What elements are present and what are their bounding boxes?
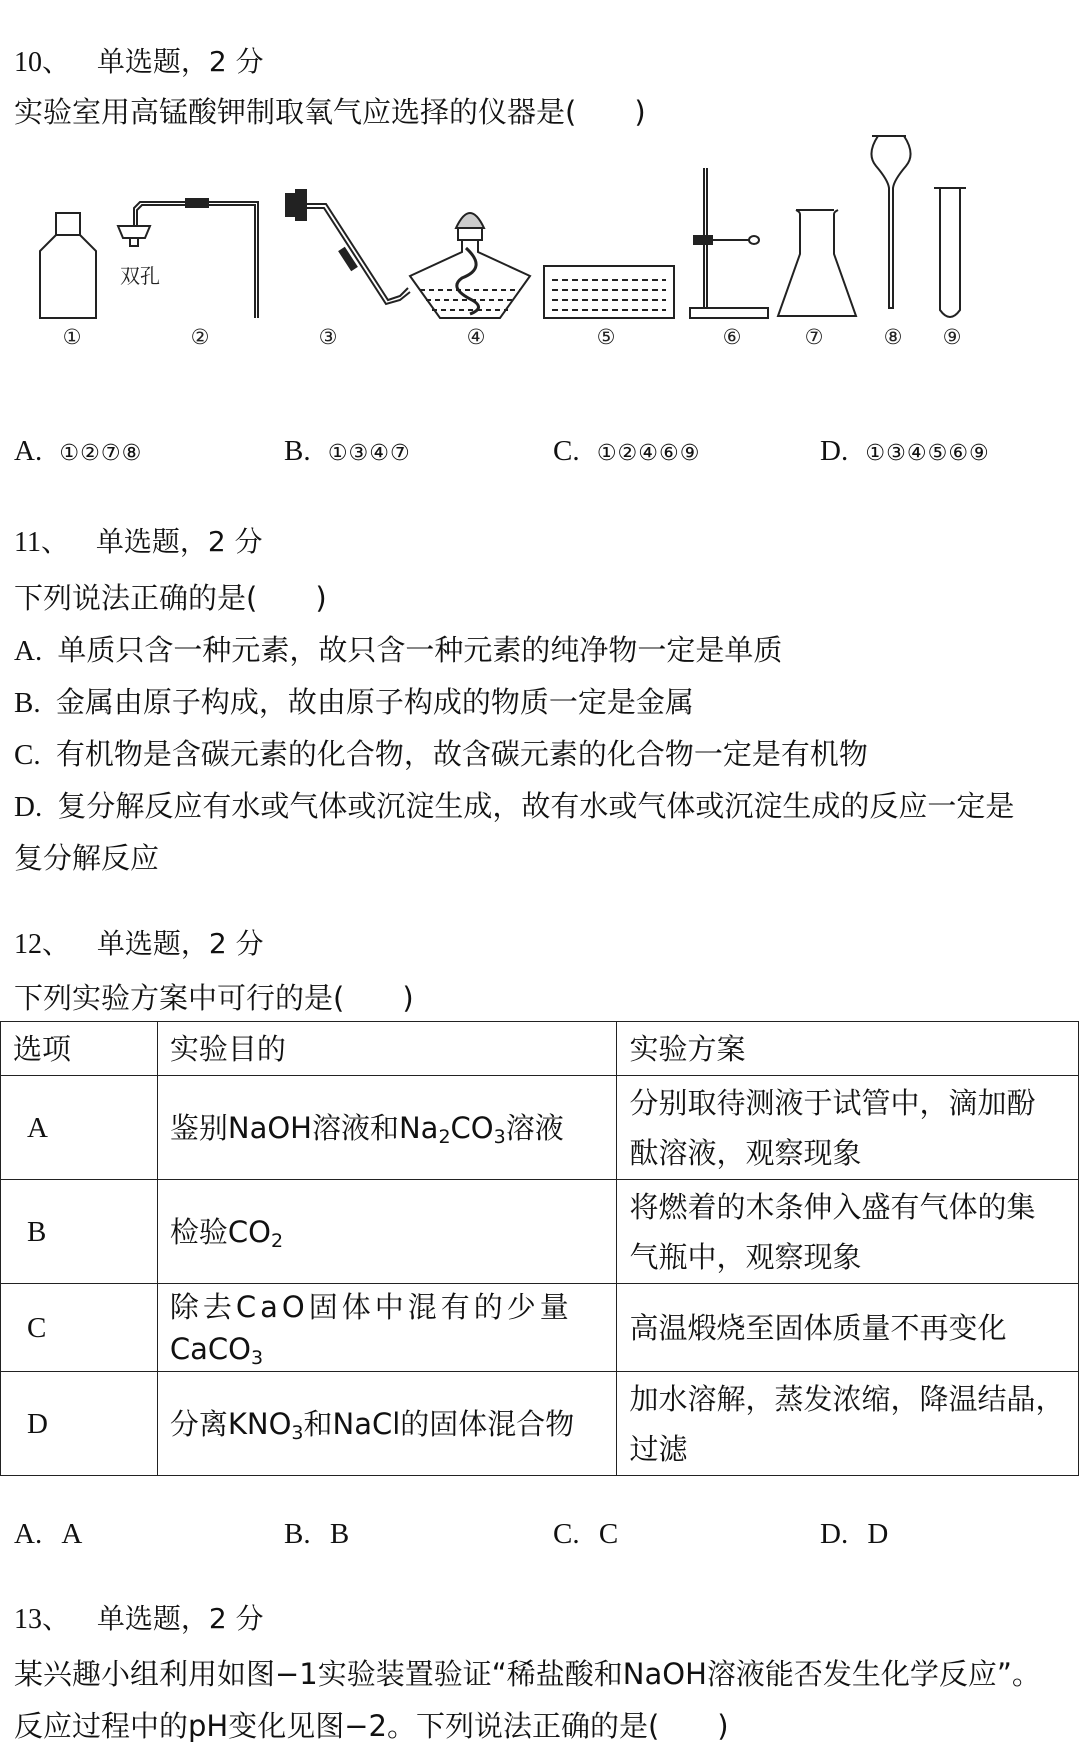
q11-option-d[interactable]: D. 复分解反应有水或气体或沉淀生成，故有水或气体或沉淀生成的反应一定是 (14, 789, 1015, 823)
q11-option-b[interactable]: B. 金属由原子构成，故由原子构成的物质一定是金属 (14, 685, 694, 719)
table-row (1, 1076, 1079, 1180)
table-header-option: 选项 (1, 1022, 158, 1076)
table-cell-option: D (1, 1372, 158, 1476)
figure-label-3: ③ (318, 325, 338, 349)
alcohol-lamp-drawing (410, 213, 530, 318)
table-cell-purpose: 检验$CO_2$ (157, 1180, 617, 1284)
figure-label-9: ⑨ (942, 325, 962, 349)
iron-stand-drawing (690, 168, 768, 318)
q12-option-c[interactable]: C. C (553, 1518, 619, 1550)
q12-number: 12、 (14, 929, 71, 960)
lab-apparatus-figure (0, 128, 1080, 358)
figure-label-6: ⑥ (722, 325, 742, 349)
figure-label-5: ⑤ (596, 325, 616, 349)
table-header-plan: 实验方案 (617, 1022, 1079, 1076)
table-cell-purpose: 鉴别NaOH溶液和$Na_2CO_3$溶液 (157, 1076, 617, 1180)
q11-option-a[interactable]: A. 单质只含一种元素，故只含一种元素的纯净物一定是单质 (14, 633, 783, 667)
test-tube-drawing (934, 188, 966, 317)
table-row (1, 1284, 1079, 1372)
q13-stem-line2: 反应过程中的pH变化见图−2。下列说法正确的是( ) (14, 1709, 729, 1743)
q10-option-d[interactable]: D. ①③④⑤⑥⑨ (820, 435, 990, 467)
q13-type: 单选题，2 分 (96, 1602, 264, 1635)
table-cell-purpose: 分离$KNO_3$和NaCl的固体混合物 (157, 1372, 617, 1476)
gas-jar-drawing (40, 213, 96, 318)
water-trough-drawing (544, 266, 674, 318)
figure-label-8: ⑧ (883, 325, 903, 349)
q12-table (0, 1021, 1079, 1476)
q12-stem: 下列实验方案中可行的是( ) (14, 981, 414, 1015)
figure-label-1: ① (62, 325, 82, 349)
table-cell-option: B (1, 1180, 158, 1284)
figure-label-4: ④ (466, 325, 486, 349)
q13-header (14, 1597, 264, 1637)
table-header-purpose: 实验目的 (157, 1022, 617, 1076)
q10-stem: 实验室用高锰酸钾制取氧气应选择的仪器是( ) (14, 95, 646, 129)
q11-number: 11、 (14, 527, 69, 558)
table-cell-plan: 加水溶解，蒸发浓缩，降温结晶， 过滤 (617, 1372, 1079, 1476)
table-cell-purpose: 除去CaO固体中混有的少量 CaCO$_3$ (157, 1284, 617, 1372)
table-cell-plan: 将燃着的木条伸入盛有气体的集 气瓶中，观察现象 (617, 1180, 1079, 1284)
q10-option-a[interactable]: A. ①②⑦⑧ (14, 435, 143, 467)
q10-option-c[interactable]: C. ①②④⑥⑨ (553, 435, 701, 467)
table-header-row (1, 1022, 1079, 1076)
q13-stem-line1: 某兴趣小组利用如图−1实验装置验证“稀盐酸和NaOH溶液能否发生化学反应”。 (14, 1657, 1041, 1691)
q13-number: 13、 (14, 1604, 71, 1635)
q10-type: 单选题，2 分 (96, 45, 264, 78)
q12-option-b[interactable]: B. B (284, 1518, 350, 1550)
q11-header (14, 520, 263, 560)
q10-number: 10、 (14, 47, 71, 78)
table-cell-plan: 分别取待测液于试管中，滴加酚 酞溶液，观察现象 (617, 1076, 1079, 1180)
stopper-tube-drawing (118, 199, 258, 318)
figure-label-7: ⑦ (804, 325, 824, 349)
q12-option-d[interactable]: D. D (820, 1518, 889, 1550)
conical-flask-drawing (778, 210, 856, 316)
q12-type: 单选题，2 分 (96, 927, 264, 960)
table-row (1, 1180, 1079, 1284)
q10-header (14, 40, 264, 80)
figure-label-2: ② (190, 325, 210, 349)
stopper-delivery-tube-drawing (286, 190, 410, 304)
table-cell-plan: 高温煅烧至固体质量不再变化 (617, 1284, 1079, 1372)
q12-header (14, 922, 264, 962)
q10-option-b[interactable]: B. ①③④⑦ (284, 435, 411, 467)
q11-stem: 下列说法正确的是( ) (14, 581, 327, 615)
table-cell-option: A (1, 1076, 158, 1180)
q11-option-d-continued: 复分解反应 (14, 841, 160, 875)
table-row (1, 1372, 1079, 1476)
q11-type: 单选题，2 分 (95, 525, 263, 558)
separatory-funnel-drawing (871, 136, 910, 308)
hole-label: 双孔 (120, 264, 160, 288)
q12-option-a[interactable]: A. A (14, 1518, 83, 1550)
q11-option-c[interactable]: C. 有机物是含碳元素的化合物，故含碳元素的化合物一定是有机物 (14, 737, 868, 771)
table-cell-option: C (1, 1284, 158, 1372)
